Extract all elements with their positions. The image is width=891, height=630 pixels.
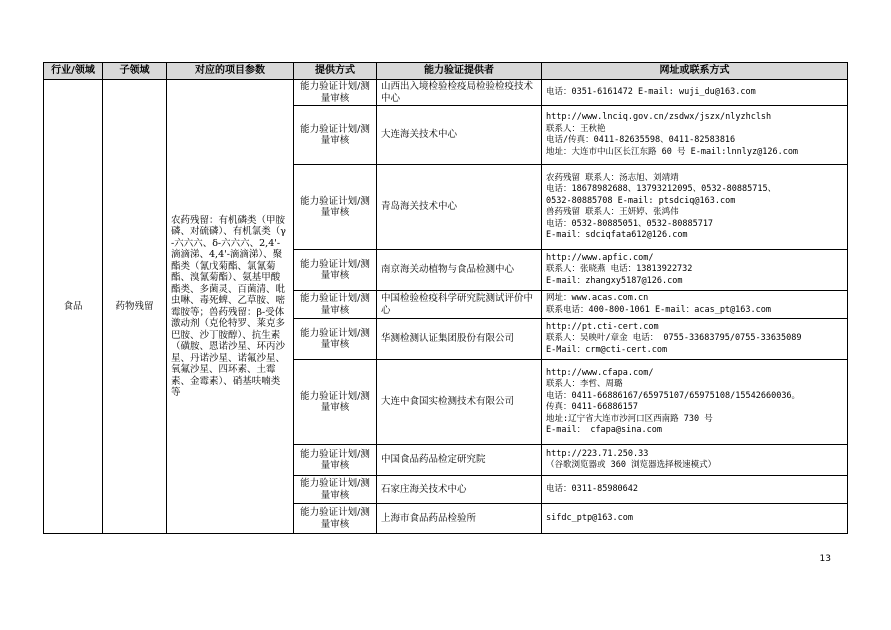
method-cell: 能力验证计划/测量审核 bbox=[294, 106, 377, 165]
method-cell: 能力验证计划/测量审核 bbox=[294, 291, 377, 319]
method-cell: 能力验证计划/测量审核 bbox=[294, 476, 377, 504]
provider-cell: 石家庄海关技术中心 bbox=[377, 476, 542, 504]
subfield-cell: 药物残留 bbox=[103, 80, 167, 534]
provider-cell: 大连中食国实检测技术有限公司 bbox=[377, 360, 542, 445]
contact-cell bbox=[542, 106, 848, 165]
contact-cell bbox=[542, 445, 848, 476]
provider-cell: 南京海关动植物与食品检测中心 bbox=[377, 250, 542, 291]
header-params: 对应的项目参数 bbox=[167, 63, 294, 80]
contact-line: 兽药残留 联系人：王妍婷、张鸿伟 bbox=[546, 207, 679, 217]
header-subfield: 子领域 bbox=[103, 63, 167, 80]
contact-line: 联系人：吴映叶/章金 电话： 0755-33683795/0755-33635089 bbox=[546, 333, 802, 344]
header-industry: 行业/领域 bbox=[44, 63, 103, 80]
contact-line: 电话：0411-66886167/65975107/65975108/15542660036。 bbox=[546, 390, 801, 401]
header-provider: 能力验证提供者 bbox=[377, 63, 542, 80]
contact-line: 农药残留 联系人：汤志旭、刘靖靖 bbox=[546, 172, 679, 183]
contact-cell bbox=[542, 360, 848, 445]
contact-line: 网址：www.acas.com.cn bbox=[546, 293, 649, 303]
method-cell: 能力验证计划/测量审核 bbox=[294, 250, 377, 291]
contact-cell bbox=[542, 291, 848, 319]
method-cell: 能力验证计划/测量审核 bbox=[294, 360, 377, 445]
contact-line: 联系人：张晓燕 电话：13813922732 bbox=[546, 264, 693, 275]
contact-line: 电话：0351-6161472 E-mail: wuji_du@163.com bbox=[546, 86, 756, 97]
contact-cell bbox=[542, 504, 848, 534]
contact-line: 联系人：李哲、周璐 bbox=[546, 379, 623, 389]
contact-line: 电话：0532-80885051、0532-80885717 bbox=[546, 218, 714, 229]
industry-cell: 食品 bbox=[44, 80, 103, 534]
provider-cell: 中国检验检疫科学研究院测试评价中心 bbox=[377, 291, 542, 319]
method-cell: 能力验证计划/测量审核 bbox=[294, 80, 377, 106]
contact-cell bbox=[542, 476, 848, 504]
header-row bbox=[44, 63, 848, 80]
contact-line: 传真：0411-66886157 bbox=[546, 402, 639, 412]
contact-line: 地址:辽宁省大连市沙河口区西南路 730 号 bbox=[546, 413, 713, 424]
contact-line[interactable]: http://www.cfapa.com/ bbox=[546, 367, 654, 378]
contact-line[interactable]: http://www.apfic.com/ bbox=[546, 252, 654, 263]
contact-line: 0532-80885708 E-mail: ptsdciq@163.com bbox=[546, 195, 736, 206]
provider-cell: 山西出入境检验检疫局检验检疫技术中心 bbox=[377, 80, 542, 106]
provider-cell: 上海市食品药品检验所 bbox=[377, 504, 542, 534]
params-cell: 农药残留：有机磷类（甲胺磷、对硫磷）、有机氯类（γ-六六六、δ-六六六、2,4'-滴滴涕、4,4'-滴滴涕）、聚酯类（氰戊菊酯、氯氰菊酯、溴氰菊酯）、氨基甲酸酯类、多菌灵、百菌清、吡虫啉、毒死蜱、乙草胺、嘧霉胺等；兽药残留：β-受体激动剂（克伦特罗、莱克多巴胺、沙丁胺醇）、抗生素（磺胺、恩诺沙星、环丙沙星、丹诺沙星、诺氟沙星、氧氟沙星、四环素、土霉素、金霉素）、硝基呋喃类等 bbox=[167, 80, 294, 534]
table-row bbox=[44, 80, 848, 106]
contact-cell bbox=[542, 80, 848, 106]
contact-line: 电话/传真：0411-82635598、0411-82583816 bbox=[546, 135, 736, 145]
contact-line: 地址：大连市中山区长江东路 60 号 E-mail:lnnlyz@126.com bbox=[546, 146, 799, 157]
contact-line[interactable]: http://223.71.250.33 bbox=[546, 448, 649, 459]
header-method: 提供方式 bbox=[294, 63, 377, 80]
contact-line: 联系电话：400-800-1061 E-mail：acas_pt@163.com bbox=[546, 304, 771, 315]
provider-cell: 华测检测认证集团股份有限公司 bbox=[377, 319, 542, 360]
contact-line[interactable]: http://www.lnciq.gov.cn/zsdwx/jszx/nlyzhclsh bbox=[546, 112, 772, 122]
contact-line: E-mail：zhangxy5187@126.com bbox=[546, 275, 683, 286]
contact-line: E-Mail：crm@cti-cert.com bbox=[546, 344, 668, 355]
provider-cell: 大连海关技术中心 bbox=[377, 106, 542, 165]
contact-line: 电话：0311-85980642 bbox=[546, 483, 639, 494]
method-cell: 能力验证计划/测量审核 bbox=[294, 165, 377, 250]
contact-cell bbox=[542, 250, 848, 291]
provider-table bbox=[43, 62, 848, 534]
method-cell: 能力验证计划/测量审核 bbox=[294, 445, 377, 476]
method-cell: 能力验证计划/测量审核 bbox=[294, 319, 377, 360]
provider-cell: 中国食品药品检定研究院 bbox=[377, 445, 542, 476]
contact-line: （谷歌浏览器或 360 浏览器选择极速模式） bbox=[546, 460, 717, 470]
contact-line: 电话：18678982688、13793212095、0532-80885715、 bbox=[546, 184, 777, 194]
contact-cell bbox=[542, 319, 848, 360]
contact-line: sifdc_ptp@163.com bbox=[546, 512, 633, 523]
contact-line: E-mail：sdciqfata612@126.com bbox=[546, 230, 688, 240]
header-contact: 网址或联系方式 bbox=[542, 63, 848, 80]
page-number: 13 bbox=[819, 554, 831, 564]
contact-line: 联系人：王秋艳 bbox=[546, 123, 606, 134]
method-cell: 能力验证计划/测量审核 bbox=[294, 504, 377, 534]
contact-line: E-mail： cfapa@sina.com bbox=[546, 425, 662, 435]
contact-cell bbox=[542, 165, 848, 250]
contact-line[interactable]: http://pt.cti-cert.com bbox=[546, 321, 659, 332]
provider-cell: 青岛海关技术中心 bbox=[377, 165, 542, 250]
